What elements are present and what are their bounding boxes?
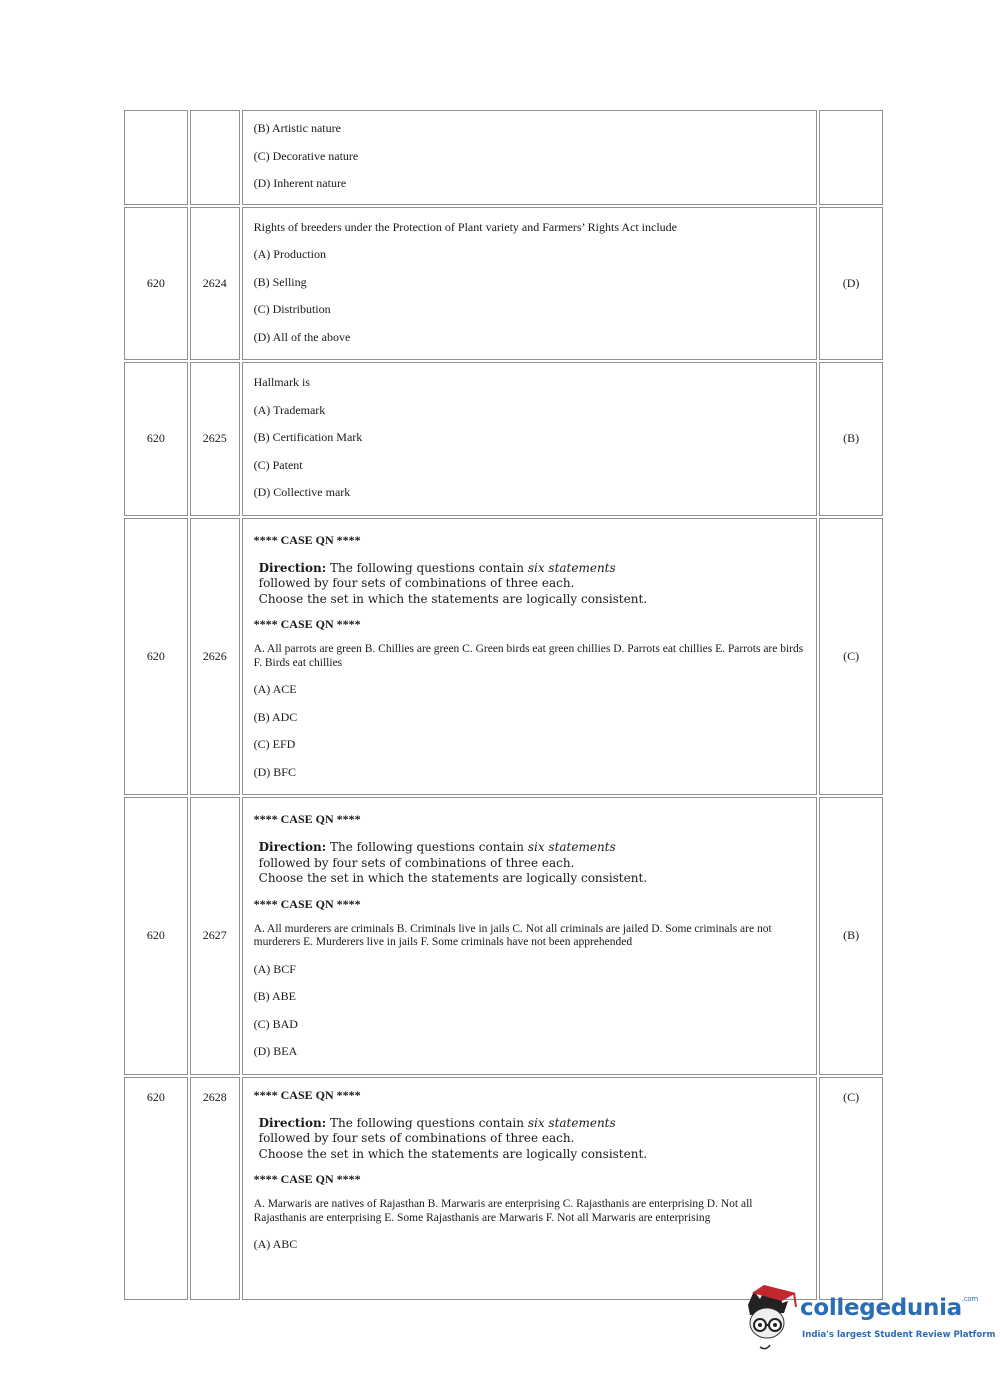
option: (B) Certification Mark (253, 430, 363, 444)
option: (A) ACE (253, 682, 297, 696)
option: (C) Distribution (253, 302, 331, 316)
statements: A. Marwaris are natives of Rajasthan B. Marwaris are enterprising C. Rajasthanis are enterprising D. Not all Rajasthanis are enterprising E. Some Rajasthanis are Marwaris F. Not all Marwaris are enterprising (253, 1198, 753, 1224)
case-marker: **** CASE QN **** (253, 532, 361, 547)
course-code-cell: 620 (124, 207, 188, 361)
option: (C) Patent (253, 457, 303, 472)
answer-cell: (B) (819, 362, 883, 516)
table-row (124, 207, 883, 361)
direction-text (254, 549, 807, 612)
option: (C) EFD (253, 737, 296, 751)
option: (D) Inherent nature (253, 176, 347, 190)
option: (C) BAD (253, 1016, 298, 1031)
direction-line: followed by four sets of combinations of three each. (258, 1131, 575, 1145)
logo-tagline: India's largest Student Review Platform (802, 1330, 996, 1340)
question-cell (242, 518, 818, 796)
table-row (124, 518, 883, 796)
statements: A. All murderers are criminals B. Criminals live in jails C. Not all criminals are jailed D. Some criminals are not murderers E. Murderers live in jails F. Some criminals have not been apprehended (253, 922, 772, 948)
direction-label: Direction: (258, 840, 327, 854)
answer-cell: (C) (819, 518, 883, 796)
direction-line: The following questions contain (329, 560, 524, 575)
course-code-cell: 620 (124, 797, 188, 1075)
course-code-cell: 620 (124, 1077, 188, 1300)
direction-label: Direction: (258, 1115, 327, 1130)
logo-domain-suffix: .com (961, 1295, 978, 1303)
option: (B) Selling (253, 274, 307, 289)
table-row (124, 797, 883, 1075)
answer-cell: (B) (819, 797, 883, 1075)
table-row (124, 1077, 883, 1300)
option: (D) Collective mark (253, 485, 351, 499)
direction-line: Choose the set in which the statements are logically consistent. (258, 591, 648, 606)
statements: A. All parrots are green B. Chillies are green C. Green birds eat green chillies D. Parrots eat chillies E. Parrots are birds F. Birds eat chillies (253, 643, 804, 669)
direction-emphasis: six statements (527, 560, 616, 575)
option: (B) ABE (253, 989, 296, 1003)
answer-cell: (D) (819, 207, 883, 361)
question-id-cell (190, 110, 240, 205)
question-cell (242, 797, 818, 1075)
table-row (124, 110, 883, 205)
direction-text (254, 1104, 807, 1167)
direction-emphasis: six statements (527, 1115, 616, 1130)
question-id-cell: 2628 (190, 1077, 240, 1300)
case-marker: **** CASE QN **** (253, 812, 361, 826)
question-cell (242, 110, 818, 205)
course-code-cell: 620 (124, 362, 188, 516)
option: (A) BCF (253, 961, 296, 976)
option: (A) Production (253, 247, 326, 261)
direction-text (254, 828, 807, 891)
question-id-cell: 2624 (190, 207, 240, 361)
question-cell (242, 1077, 818, 1300)
case-marker: **** CASE QN **** (253, 617, 361, 631)
question-table-region (122, 110, 885, 1251)
direction-line: Choose the set in which the statements are logically consistent. (258, 1146, 648, 1161)
answer-cell: (C) (819, 1077, 883, 1300)
option: (A) Trademark (253, 402, 326, 417)
question-id-cell: 2626 (190, 518, 240, 796)
option: (A) ABC (253, 1237, 298, 1251)
question-stem: Hallmark is (253, 375, 310, 389)
option: (D) BFC (253, 764, 296, 779)
table-row (124, 362, 883, 516)
direction-line: Choose the set in which the statements are logically consistent. (258, 871, 648, 885)
option: (D) BEA (253, 1044, 298, 1058)
question-stem: Rights of breeders under the Protection of Plant variety and Farmers’ Rights Act include (253, 219, 677, 234)
course-code-cell (124, 110, 188, 205)
option: (D) All of the above (253, 329, 351, 344)
mascot-icon (742, 1283, 802, 1353)
option: (C) Decorative nature (253, 148, 359, 163)
direction-line: The following questions contain (329, 840, 524, 854)
direction-line: followed by four sets of combinations of three each. (258, 855, 575, 870)
option: (B) ADC (253, 709, 298, 724)
question-id-cell: 2627 (190, 797, 240, 1075)
direction-line: followed by four sets of combinations of three each. (258, 576, 575, 590)
direction-label: Direction: (258, 560, 327, 575)
case-marker: **** CASE QN **** (253, 1172, 361, 1186)
option: (B) Artistic nature (253, 121, 341, 135)
answer-cell (819, 110, 883, 205)
direction-line: The following questions contain (329, 1115, 524, 1130)
course-code-cell: 620 (124, 518, 188, 796)
logo-wordmark: collegedunia$^{.com}$ (800, 1295, 978, 1321)
question-table (122, 108, 885, 1302)
question-cell (242, 207, 818, 361)
direction-emphasis: six statements (527, 840, 616, 854)
collegedunia-logo[interactable] (742, 1283, 996, 1353)
question-id-cell: 2625 (190, 362, 240, 516)
case-marker: **** CASE QN **** (253, 1087, 361, 1102)
case-marker: **** CASE QN **** (253, 896, 361, 911)
question-cell (242, 362, 818, 516)
